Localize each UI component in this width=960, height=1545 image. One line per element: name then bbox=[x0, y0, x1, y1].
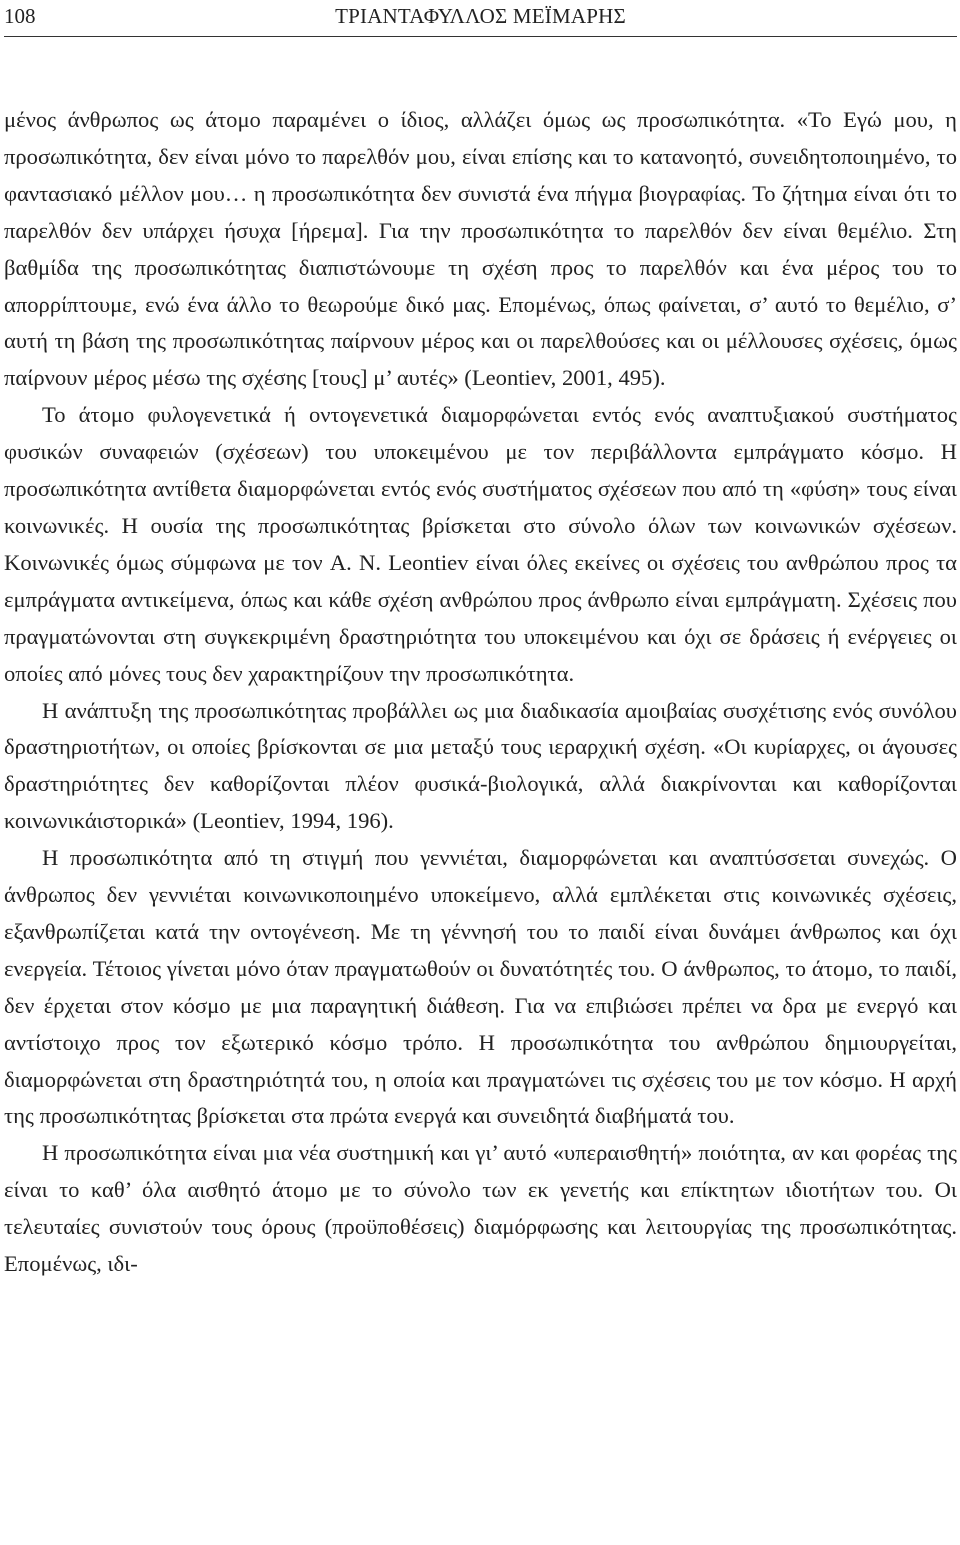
paragraph-3: Η ανάπτυξη της προσωπικότητας προβάλλει ως μια διαδικασία αμοιβαίας συσχέτισης ενός συνόλου δραστηριοτήτων, οι οποίες βρίσκονται σε μια μεταξύ τους ιεραρχική σχέση. «Οι κυρίαρχες, οι άγουσες δραστηριότητες δεν καθορίζονται πλέον φυσικά-βιολογικά, αλλά διακρίνονται και καθορίζονται κοινωνικάιστορικά» (Leontiev, 1994, 196). bbox=[4, 697, 957, 834]
body-text bbox=[4, 102, 957, 1283]
paragraph-1: μένος άνθρωπος ως άτομο παραμένει ο ίδιος, αλλάζει όμως ως προσωπικότητα. «Το Εγώ μου, η προσωπικότητα, δεν είναι μόνο το παρελθόν μου, είναι επίσης και το κατανοητό, συνειδητοποιημένο, το φαντασιακό μέλλον μου… η προσωπικότητα δεν συνιστά ένα πήγμα βιογραφίας. Το ζήτημα είναι ότι το παρελθόν δεν υπάρχει ήσυχα [ήρεμα]. Για την προσωπικότητα το παρελθόν δεν είναι θεμέλιο. Στη βαθμίδα της προσωπικότητας διαπιστώνουμε τη σχέση προς το παρελθόν και ένα μέρος του το απορρίπτουμε, ενώ ένα άλλο το θεωρούμε δικό μας. Επομένως, όπως φαίνεται, σ’ αυτό το θεμέλιο, σ’ αυτή τη βάση της προσωπικότητας παίρνουν μέρος και οι παρελθούσες και οι μέλλουσες σχέσεις, όμως παίρνουν μέρος μέσω της σχέσης [τους] μ’ αυτές» (Leontiev, 2001, 495). bbox=[4, 107, 957, 391]
page-header bbox=[4, 0, 957, 37]
running-title: ΤΡΙΑΝΤΑΦΥΛΛΟΣ ΜΕΪΜΑΡΗΣ bbox=[335, 4, 626, 28]
paragraph-2: Το άτομο φυλογενετικά ή οντογενετικά διαμορφώνεται εντός ενός αναπτυξιακού συστήματος φυσικών συναφειών (σχέσεων) του υποκειμένου με τον περιβάλλοντα εμπράγματο κόσμο. Η προσωπικότητα αντίθετα διαμορφώνεται εντός ενός συστήματος σχέσεων που από τη «φύση» τους είναι κοινωνικές. Η ουσία της προσωπικότητας βρίσκεται στο σύνολο όλων των κοινωνικών σχέσεων. Κοινωνικές όμως σύμφωνα με τον A. N. Leontiev είναι όλες εκείνες οι σχέσεις του ανθρώπου προς τα εμπράγματα αντικείμενα, όπως και κάθε σχέση ανθρώπου προς άνθρωπο είναι εμπράγματη. Σχέσεις που πραγματώνονται στη συγκεκριμένη δραστηριότητα του υποκειμένου και όχι σε δράσεις ή ενέργειες οι οποίες από μόνες τους δεν χαρακτηρίζουν την προσωπικότητα. bbox=[4, 402, 957, 686]
paragraph-5: Η προσωπικότητα είναι μια νέα συστημική και γι’ αυτό «υπεραισθητή» ποιότητα, αν και φορέας της είναι το καθ’ όλα αισθητό άτομο με το σύνολο των εκ γενετής και επίκτητων ιδιοτήτων του. Οι τελευταίες συνιστούν τους όρους (προϋποθέσεις) διαμόρφωσης και λειτουργίας της προσωπικότητας. Επομένως, ιδι- bbox=[4, 1140, 957, 1277]
page-number: 108 bbox=[4, 4, 36, 28]
paragraph-4: Η προσωπικότητα από τη στιγμή που γεννιέται, διαμορφώνεται και αναπτύσσεται συνεχώς. Ο άνθρωπος δεν γεννιέται κοινωνικοποιημένο υποκείμενο, αλλά εμπλέκεται στις κοινωνικές σχέσεις, εξανθρωπίζεται κατά την οντογένεση. Με τη γέννησή του το παιδί είναι δυνάμει άνθρωπος και όχι ενεργεία. Τέτοιος γίνεται μόνο όταν πραγματωθούν οι δυνατότητές του. Ο άνθρωπος, το άτομο, το παιδί, δεν έρχεται στον κόσμο με μια παραγητική διάθεση. Για να επιβιώσει πρέπει να δρα με ενεργό και αντίστοιχο προς τον εξωτερικό κόσμο τρόπο. Η προσωπικότητα του ανθρώπου δημιουργείται, διαμορφώνεται στη δραστηριότητά του, η οποία και πραγματώνει τις σχέσεις του με τον κόσμο. Η αρχή της προσωπικότητας βρίσκεται στα πρώτα ενεργά και συνειδητά διαβήματά του. bbox=[4, 845, 957, 1129]
